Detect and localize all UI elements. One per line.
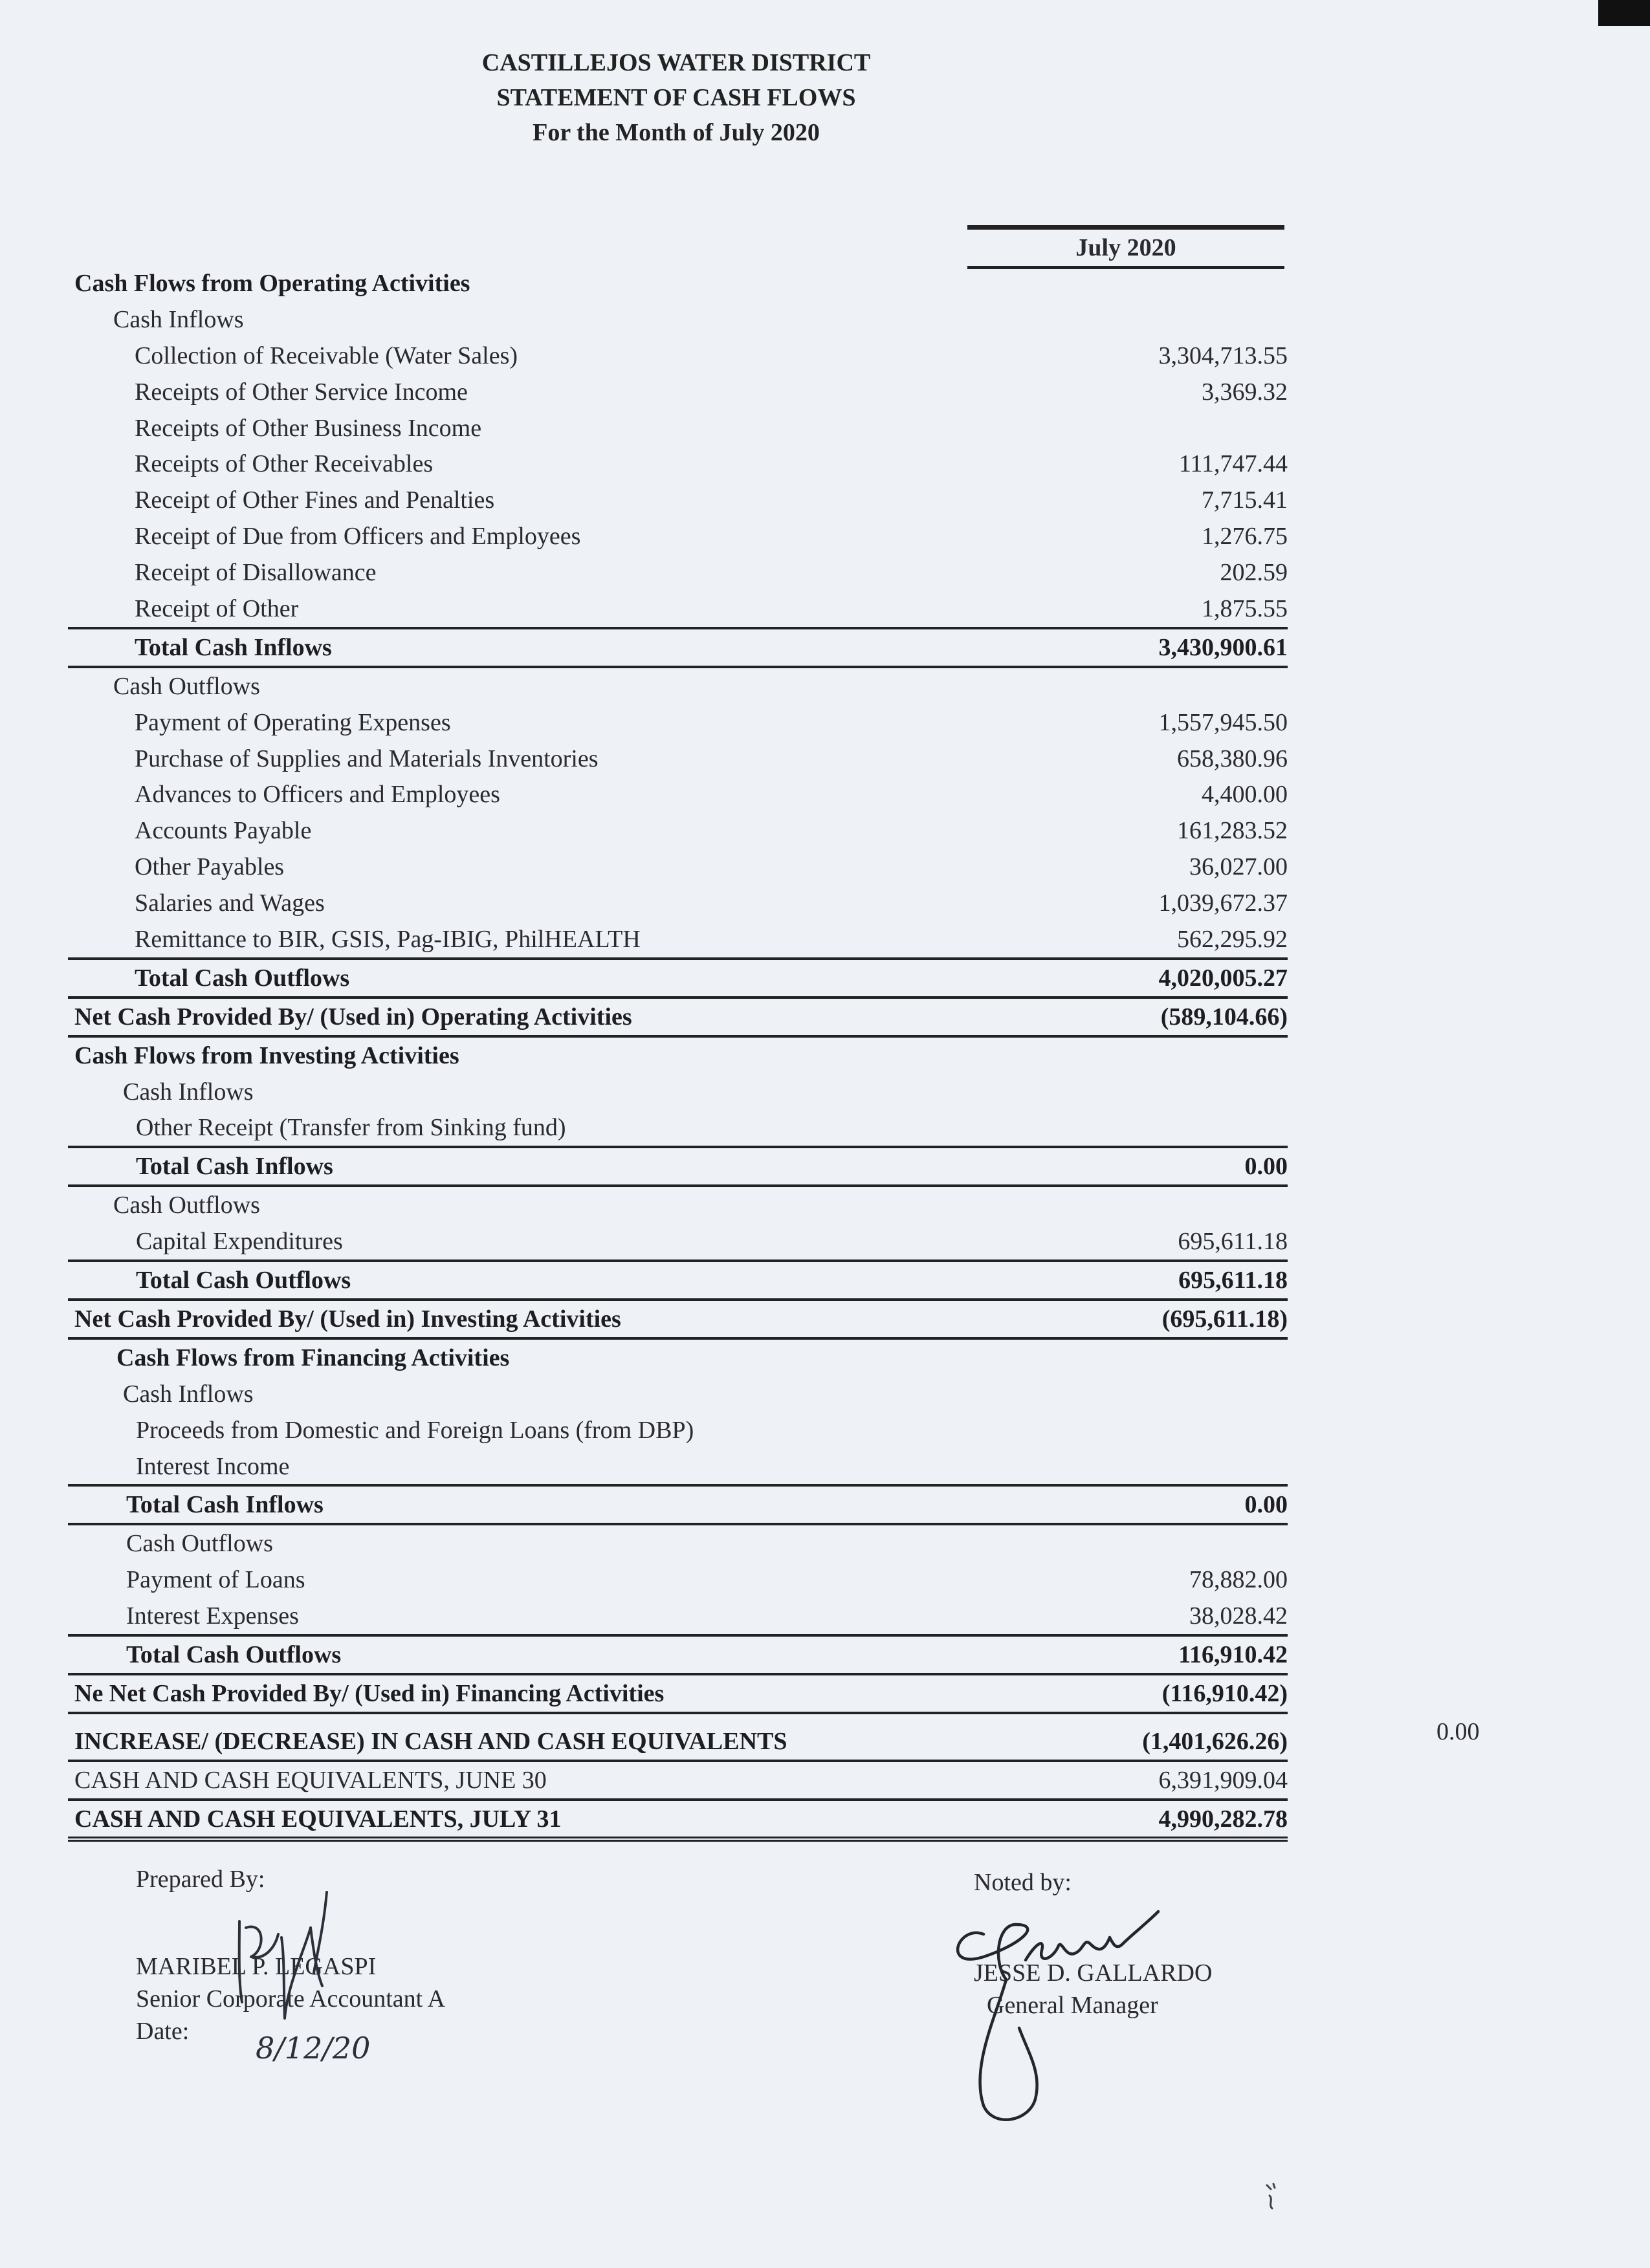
line-item: Receipt of Other Fines and Penalties 7,715.41 [135, 486, 1288, 514]
subsection-heading: Cash Inflows [113, 305, 244, 333]
line-item: Receipts of Other Receivables 111,747.44 [135, 450, 1288, 478]
statement-period: For the Month of July 2020 [533, 119, 820, 146]
line-item: Interest Income [136, 1452, 290, 1480]
line-item: Receipts of Other Business Income [135, 414, 482, 442]
scan-edge-artifact [1598, 0, 1650, 26]
line-item: Collection of Receivable (Water Sales) 3,304,713.55 [135, 342, 1288, 369]
org-name: CASTILLEJOS WATER DISTRICT [481, 49, 871, 76]
net-total-row: Net Cash Provided By/ (Used in) Investing Activities (695,611.18) [68, 1301, 1288, 1340]
total-row: Total Cash Outflows 695,611.18 [68, 1259, 1288, 1301]
preparer-signature [220, 1889, 375, 2083]
subsection-heading: Cash Inflows [123, 1078, 254, 1106]
stray-margin-value: 0.00 [1436, 1718, 1480, 1745]
noter-title: General Manager [987, 1992, 1158, 2019]
line-item: Receipt of Other 1,875.55 [135, 595, 1288, 623]
line-item: Remittance to BIR, GSIS, Pag-IBIG, PhilHEALTH 562,295.92 [135, 926, 1288, 954]
line-item: Other Receipt (Transfer from Sinking fund) [136, 1114, 566, 1142]
total-row: Total Cash Outflows 116,910.42 [68, 1634, 1288, 1675]
line-item: Receipt of Disallowance 202.59 [135, 559, 1288, 587]
net-total-row: Ne Net Cash Provided By/ (Used in) Financing Activities (116,910.42) [68, 1675, 1288, 1714]
line-item: Proceeds from Domestic and Foreign Loans (from DBP) [136, 1416, 694, 1444]
section-heading: Cash Flows from Financing Activities [116, 1344, 510, 1371]
cash-flow-statement [68, 265, 1288, 1842]
total-row: Total Cash Inflows 0.00 [68, 1146, 1288, 1187]
noter-name: JESSE D. GALLARDO [974, 1959, 1213, 1987]
line-item: Accounts Payable 161,283.52 [135, 817, 1288, 845]
line-item: Purchase of Supplies and Materials Inventories 658,380.96 [135, 745, 1288, 772]
increase-decrease-row: INCREASE/ (DECREASE) IN CASH AND CASH EQUIVALENTS (1,401,626.26) [68, 1723, 1288, 1762]
handwritten-date: 8/12/20 [256, 2031, 371, 2066]
subsection-heading: Cash Outflows [113, 672, 260, 700]
line-item: Receipts of Other Service Income 3,369.32 [135, 378, 1288, 406]
total-row: Total Cash Inflows 3,430,900.61 [68, 627, 1288, 668]
subsection-heading: Cash Outflows [126, 1530, 273, 1558]
date-label: Date: [136, 2018, 190, 2045]
line-item: Salaries and Wages 1,039,672.37 [135, 889, 1288, 917]
statement-header [0, 45, 1352, 150]
column-header: July 2020 [967, 225, 1284, 269]
preparer-title: Senior Corporate Accountant A [136, 1985, 446, 2012]
corner-mark [1262, 2180, 1281, 2212]
section-heading: Cash Flows from Investing Activities [74, 1041, 459, 1069]
subsection-heading: Cash Inflows [123, 1380, 254, 1408]
line-item: Advances to Officers and Employees 4,400.00 [135, 781, 1288, 809]
noted-by-label: Noted by: [974, 1869, 1072, 1896]
line-item: Receipt of Due from Officers and Employees 1,276.75 [135, 523, 1288, 551]
beginning-balance-row: CASH AND CASH EQUIVALENTS, JUNE 30 6,391,909.04 [68, 1762, 1288, 1801]
section-heading: Cash Flows from Operating Activities [74, 270, 470, 297]
statement-title: STATEMENT OF CASH FLOWS [496, 84, 856, 111]
prepared-by-label: Prepared By: [136, 1866, 265, 1893]
line-item: Other Payables 36,027.00 [135, 853, 1288, 881]
line-item: Payment of Loans 78,882.00 [126, 1566, 1288, 1594]
total-row: Total Cash Inflows 0.00 [68, 1484, 1288, 1525]
noter-signature [945, 1899, 1242, 2138]
subsection-heading: Cash Outflows [113, 1192, 260, 1219]
preparer-name: MARIBEL P. LEGASPI [136, 1953, 377, 1980]
line-item: Capital Expenditures 695,611.18 [136, 1228, 1288, 1256]
line-item: Interest Expenses 38,028.42 [126, 1602, 1288, 1630]
ending-balance-row: CASH AND CASH EQUIVALENTS, JULY 31 4,990,282.78 [68, 1801, 1288, 1842]
line-item: Payment of Operating Expenses 1,557,945.50 [135, 708, 1288, 736]
net-total-row: Net Cash Provided By/ (Used in) Operating Activities (589,104.66) [68, 999, 1288, 1038]
total-row: Total Cash Outflows 4,020,005.27 [68, 957, 1288, 999]
